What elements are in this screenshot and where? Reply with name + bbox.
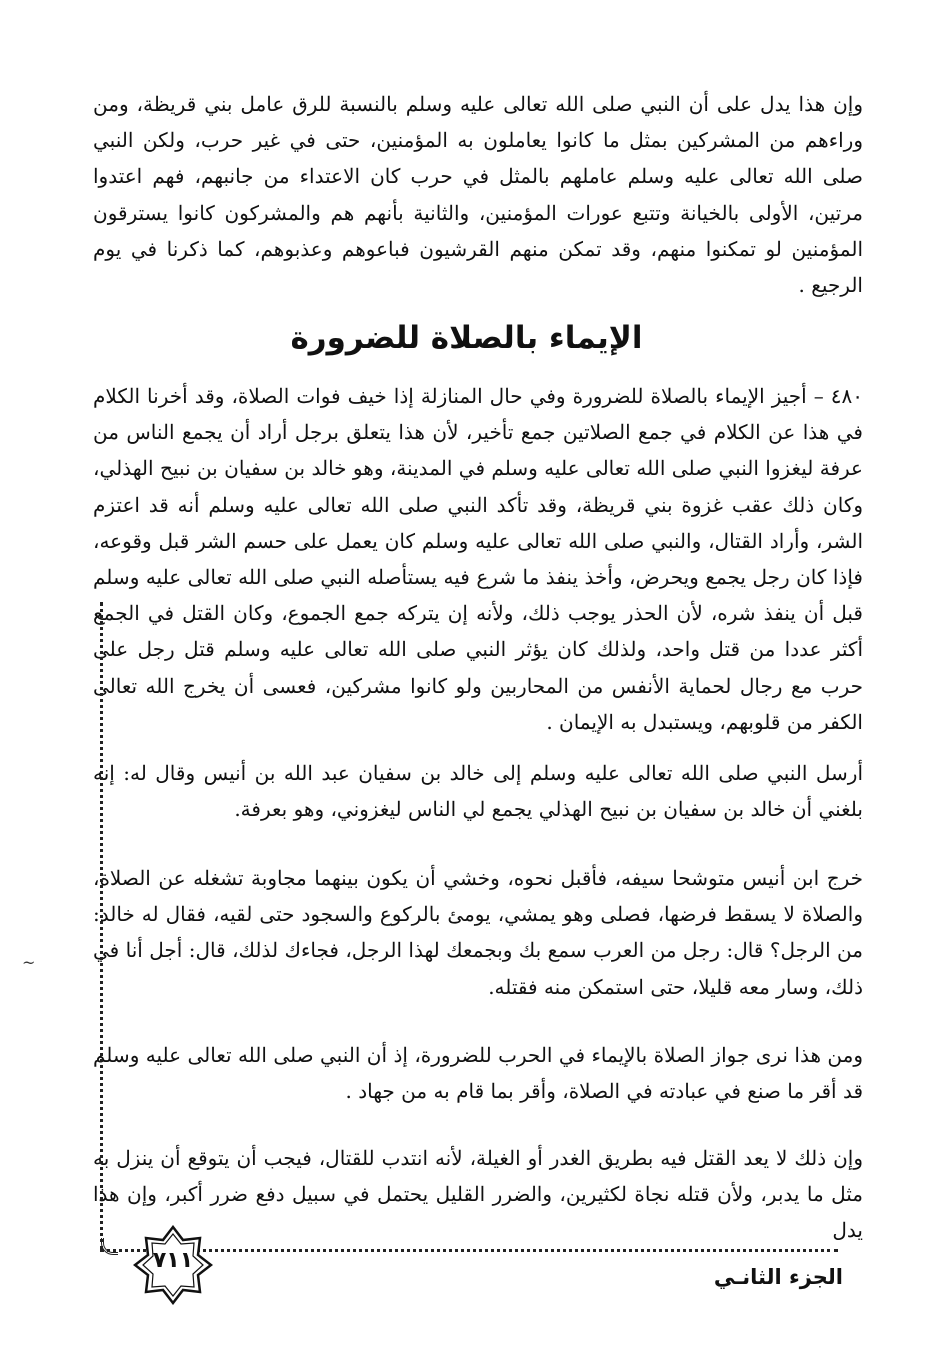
paragraph-1: وإن هذا يدل على أن النبي صلى الله تعالى عليه وسلم بالنسبة للرق عامل بني قريظة، ومن وراءهم من المشركين بمثل ما كانوا يعاملون به المؤمنين، حتى في غير حرب، ولكن النبي صلى الله تعالى عليه وسلم عاملهم بالمثل في حرب كان الاعتداء من جانبهم، فهم اعتدوا مرتين، الأولى بالخيانة وتتبع عورات المؤمنين، والثانية بأنهم هم والمشركون كانوا يسترقون المؤمنين لو تمكنوا منهم، وقد تمكن منهم القرشيون فباعوهم وعذبوهم، كما ذكرنا في يوم الرجيع .: [93, 92, 863, 298]
margin-mark: ~: [22, 953, 36, 972]
paragraph-4: خرج ابن أنيس متوشحا سيفه، فأقبل نحوه، وخشي أن يكون بينهما مجاوبة تشغله عن الصلاة، والصلاة لا يسقط فرضها، فصلى وهو يمشي، يومئ بالركوع والسجود حتى لقيه، فقال له خالد: من الرجل؟ قال: رجل من العرب سمع بك وبجمعك لهذا الرجل، فجاءك لذلك، قال: أجل أنا في ذلك، وسار معه قليلا، حتى استمكن منه فقتله.: [93, 866, 863, 999]
paragraph-5: ومن هذا نرى جواز الصلاة بالإيماء في الحرب للضرورة، إذ أن النبي صلى الله تعالى عليه وسلم قد أقر ما صنع في عبادته في الصلاة، وأقر بما قام به من جهاد .: [93, 1043, 863, 1104]
paragraph-2: ٤٨٠ – أجيز الإيماء بالصلاة للضرورة وفي حال المنازلة إذا خيف فوات الصلاة، وقد أخرنا الكلام في هذا عن الكلام في جمع الصلاتين جمع تأخير، لأن هذا يتعلق برجل أراد أن يجمع الناس من عرفة ليغزوا النبي صلى الله تعالى عليه وسلم في المدينة، وهو خالد بن سفيان بن نبيح الهذلي، وكان ذلك عقب غزوة بني قريظة، وقد تأكد النبي صلى الله تعالى عليه وسلم أنه قد اعتزم الشر، وأراد القتال، والنبي صلى الله تعالى عليه وسلم كان يعمل على حسم الشر قبل وقوعه، فإذا كان رجل يجمع ويحرض، وأخذ ينفذ ما شرع فيه يستأصله النبي صلى الله تعالى عليه وسلم قبل أن ينفذ شره، لأن الحذر يوجب ذلك، ولأنه إن يتركه جمع الجموع، وكان القتل في الجمع أكثر عددا من قتل واحد، ولذلك كان يؤثر النبي صلى الله تعالى عليه وسلم قتل رجل على حرب مع رجال لحماية الأنفس من المحاربين ولو كانوا مشركين، فعسى أن يخرج الله تعالى الكفر من قلوبهم، ويستبدل به الإيمان .: [93, 384, 863, 734]
page-number: ٧١١: [152, 1248, 194, 1273]
page-border-left: [100, 602, 103, 1250]
border-corner-ornament: [101, 1238, 118, 1255]
paragraph-3: أرسل النبي صلى الله تعالى عليه وسلم إلى خالد بن سفيان عبد الله بن أنيس وقال له: إنه بلغني أن خالد بن سفيان بن نبيح الهذلي يجمع لي الناس ليغزوني، وهو بعرفة.: [93, 761, 863, 822]
paragraph-6: وإن ذلك لا يعد القتل فيه بطريق الغدر أو الغيلة، لأنه انتدب للقتال، فيجب أن يتوقع أن ينزل به مثل ما يدبر، ولأن قتله نجاة لكثيرين، والضرر القليل يحتمل في سبيل دفع ضرر أكبر، وإن هذا يدل: [93, 1146, 863, 1243]
section-heading: الإيماء بالصلاة للضرورة: [290, 320, 643, 356]
volume-label: الجزء الثانـي: [713, 1265, 843, 1289]
